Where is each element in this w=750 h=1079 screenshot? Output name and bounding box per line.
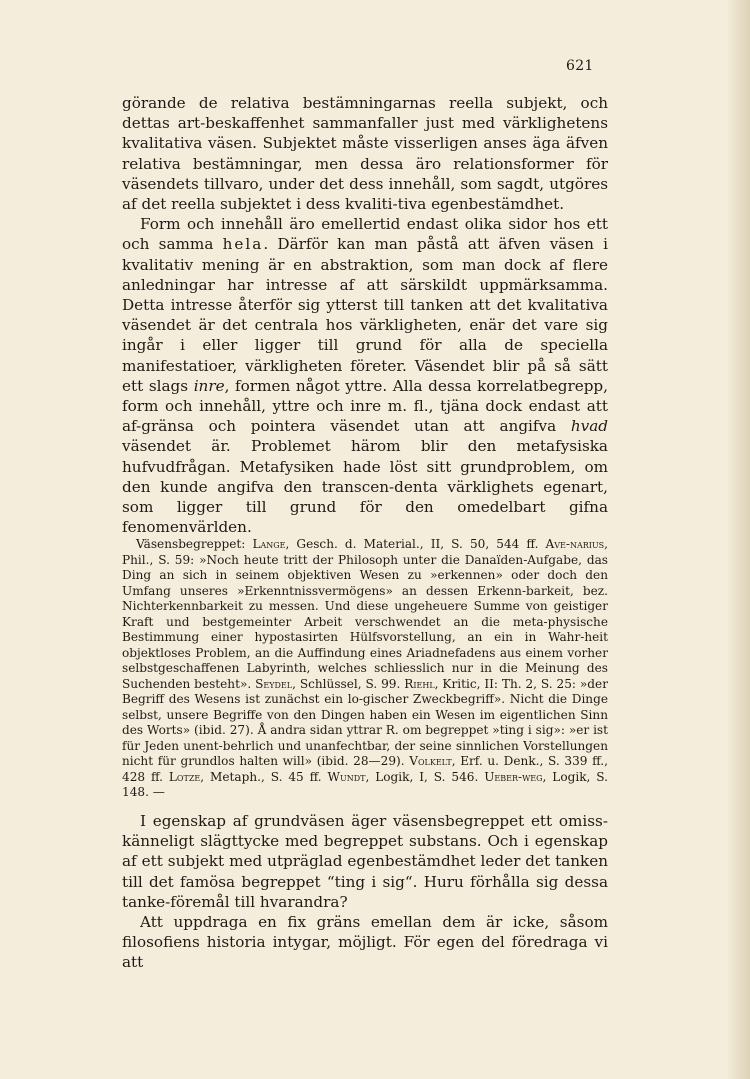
footnote-run: , Gesch. d. Material., II, S. 50, 544 ff. [285,537,546,552]
footnote-run: , Kritic, II: Th. 2, S. 25: »der Begriff des Wesens ist zunächst ein lo-gischer Zweckbegriff». Nicht die Dinge selbst, unsere Begriffe von den Dingen haben ein Wesen im eigentlichen Sinn des Worts» (ibid. 27). Å andra sidan yttrar R. om begreppet »ting i sig»: »er ist für Jeden unent-behrlich und unanfechtbar, der seine sinnlichen Vorstellungen nicht für grundlos halten will» (ibid. 28—29). [122,676,608,769]
text-run: . Därför kan man påstå att äfven väsen i kvalitativ mening är en abstraktion, som man dock af flere anledningar har intresse af att särskildt uppmärksamma. Detta intresse återför sig ytterst till tanken att det kvalitativa väsendet är det centrala hos värkligheten, enär det vare sig ingår i eller ligger till grund för alla de speciella manifestatioer, värkligheten företer. Väsendet blir på så sätt ett slags [122,235,609,395]
footnote [122,537,608,801]
footnote-run: , Logik, S. 148. — [122,769,608,800]
author-name: Riehl [404,676,435,691]
paragraph-3 [122,811,608,912]
author-name: Volkelt [409,754,452,769]
footnote-run: Väsensbegreppet: [136,537,253,552]
main-text [122,93,608,973]
author-name: Wundt [327,769,366,784]
emphasized-word: hela [222,235,264,254]
author-name: Lotze [168,769,201,784]
footnote-run: , Phil., S. 59: »Noch heute tritt der Philosoph unter die Danaïden-Aufgabe, das Ding an sich in seinem objektiven Wesen zu »erkennen» oder doch den Umfang unseres »Erkenntnissvermögens» an dessen Erkenn-barkeit, bez. Nichterkennbarkeit zu messen. Und diese ungeheuere Summe von geistiger Kraft und bestgemeinter Arbeit verschwendet an die meta-physische Bestimmung einer hypostasirten Hülfsvorstellung, an ein in Wahr-heit objektloses Problem, an die Auffindung eines Ariadnefadens aus einem vorher selbstgeschaffenen Labyrinth, welches schliesslich nur in die Meinung des Suchenden besteht». [122,537,608,691]
author-name: Lange [252,537,286,552]
section-gap [122,801,608,811]
italic-word: hvad [570,417,608,436]
text-run: Form och innehåll äro emellertid endast olika sidor hos ett och samma [122,215,608,254]
author-name: Seydel [255,676,293,691]
footnote-run: , Logik, I, S. 546. [365,769,485,784]
paragraph-text: I egenskap af grundväsen äger väsensbegreppet ett omiss-känneligt slägttycke med begreppet substans. Och i egenskap af ett subjekt med utpräglad egenbestämdhet leder det tanken till det famösa begreppet “ting i sig“. Huru förhålla sig dessa tanke-föremål till hvarandra? [122,811,608,911]
italic-word: inre [193,376,225,395]
paragraph-text: Att uppdraga en fix gräns emellan dem är icke, såsom filosofiens historia intygar, möjligt. För egen del föredraga vi att [122,912,608,972]
text-run: väsendet är. Problemet härom blir den metafysiska hufvudfrågan. Metafysiken hade löst sitt grundproblem, om den kunde angifva den transcen-denta värklighets egenart, som ligger till grund för den omedelbart gifna fenomenvärlden. [122,437,608,537]
paragraph-text: görande de relativa bestämningarnas reella subjekt, och dettas art-beskaffenhet sammanfaller just med värklighetens kvalitativa väsen. Subjektet måste visserligen anses äga äfven relativa bestämningar, men dessa äro relationsformer för väsendets tillvaro, under det dess innehåll, som sagdt, utgöres af det reella subjektet i dess kvaliti-tiva egenbestämdhet. [122,94,608,214]
footnote-run: , Schlüssel, S. 99. [292,676,405,691]
page-number: 621 [566,58,594,74]
footnote-run: , Erf. u. Denk., S. 339 ff., 428 ff. [122,754,608,784]
paragraph-1 [122,93,608,214]
paragraph-4 [122,912,608,973]
text-run: , formen något yttre. Alla dessa korrelatbegrepp, form och innehåll, yttre och inre m. fl., tjäna dock endast att af-gränsa och pointera väsendet utan att angifva [122,376,608,436]
author-name: Ueber-weg [484,769,543,784]
author-name: Ave-narius [545,537,605,552]
footnote-run: , Metaph., S. 45 ff. [200,769,328,784]
paragraph-2 [122,214,608,537]
page-edge-shadow [728,0,750,1079]
